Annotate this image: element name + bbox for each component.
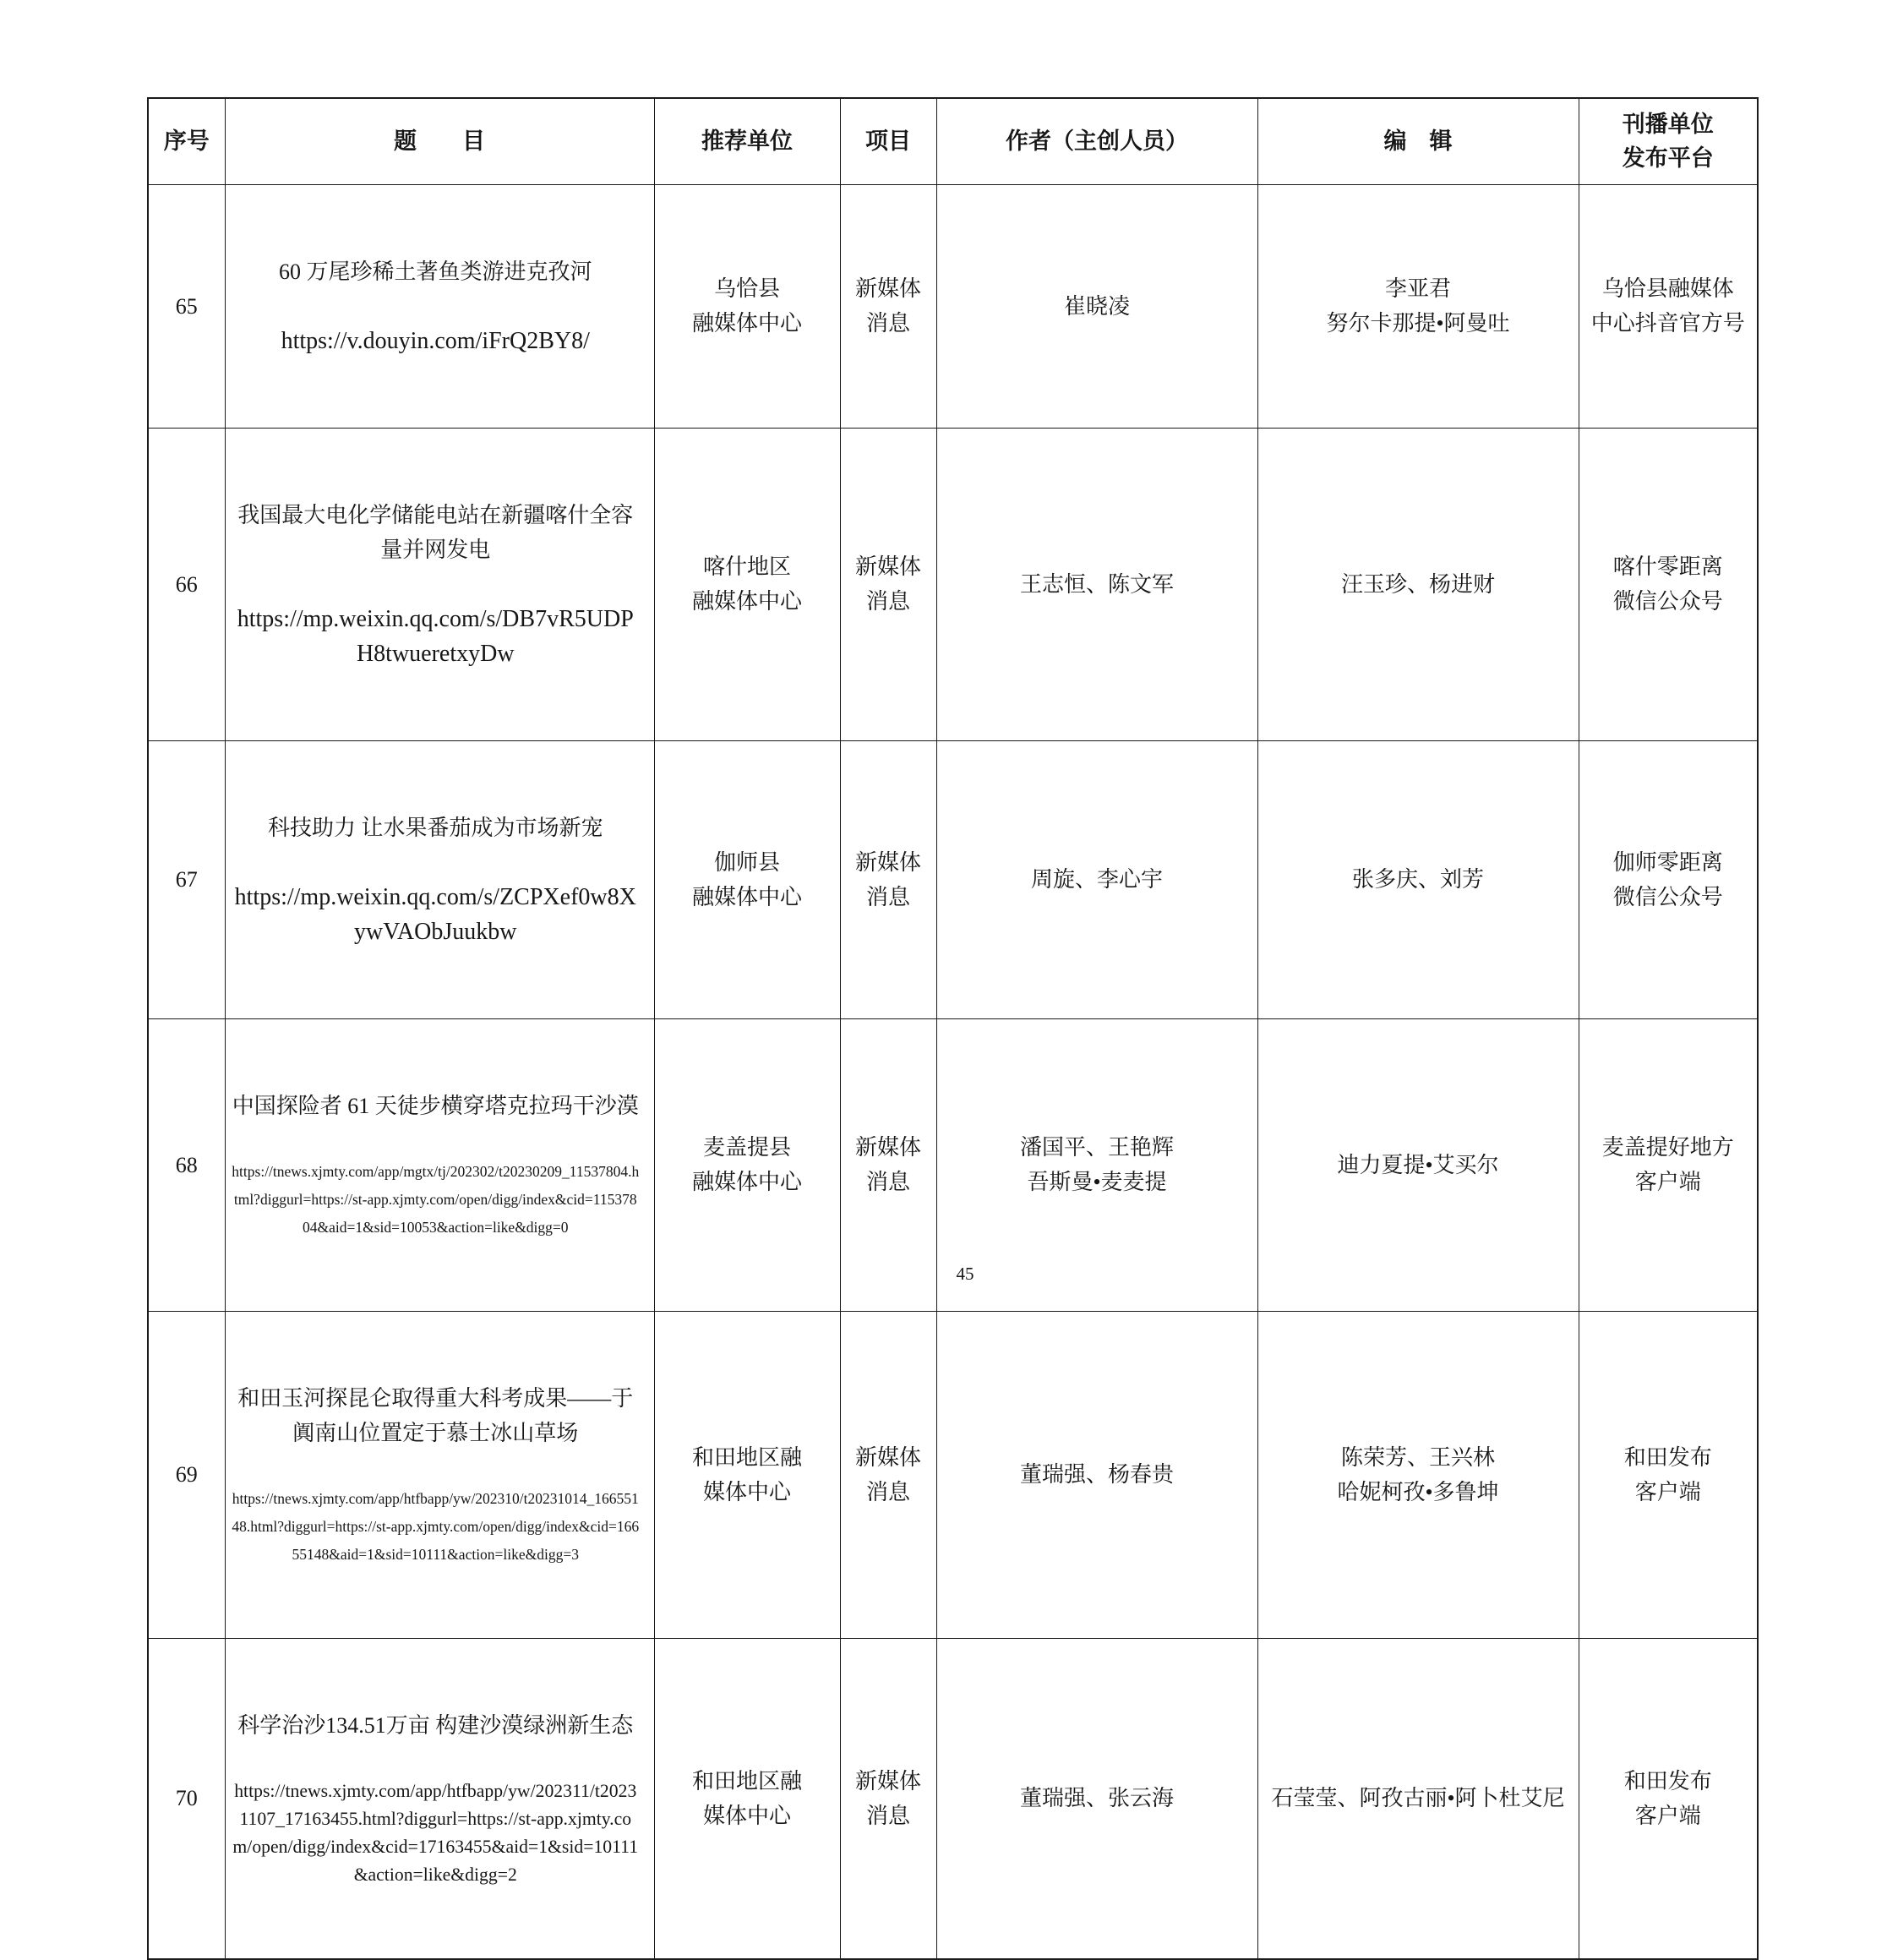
entry-title: 和田玉河探昆仑取得重大科考成果——于阗南山位置定于慕士冰山草场 xyxy=(237,1385,634,1445)
header-category: 项目 xyxy=(840,98,936,184)
entry-category: 新媒体 消息 xyxy=(840,1018,936,1311)
entry-category: 新媒体 消息 xyxy=(840,184,936,428)
entry-recommending-unit: 喀什地区 融媒体中心 xyxy=(654,428,840,740)
entry-recommending-unit: 伽师县 融媒体中心 xyxy=(654,740,840,1018)
entry-platform: 麦盖提好地方 客户端 xyxy=(1579,1018,1758,1311)
entry-title-block xyxy=(231,220,641,393)
entry-title-cell xyxy=(225,428,654,740)
entry-platform: 和田发布 客户端 xyxy=(1579,1311,1758,1638)
header-number: 序号 xyxy=(148,98,225,184)
entry-url: https://tnews.xjmty.com/app/mgtx/tj/202302/t20230209_11537804.html?diggurl=https://st-app.xjmty.com/open/digg/index&cid=11537804&aid=1&sid=10053&action=like&digg=0 xyxy=(232,1162,640,1236)
entry-category: 新媒体 消息 xyxy=(840,740,936,1018)
entry-editor: 石莹莹、阿孜古丽•阿卜杜艾尼 xyxy=(1257,1638,1579,1959)
entry-url: https://v.douyin.com/iFrQ2BY8/ xyxy=(281,327,590,354)
entry-url: https://mp.weixin.qq.com/s/DB7vR5UDPH8twueretxyDw xyxy=(237,605,634,667)
table-row xyxy=(148,740,1758,1018)
entry-category: 新媒体 消息 xyxy=(840,1311,936,1638)
entry-editor: 陈荣芳、王兴林 哈妮柯孜•多鲁坤 xyxy=(1257,1311,1579,1638)
entry-number: 67 xyxy=(148,740,225,1018)
header-platform: 刊播单位 发布平台 xyxy=(1579,98,1758,184)
entry-number: 65 xyxy=(148,184,225,428)
entry-author: 周旋、李心宇 xyxy=(936,740,1257,1018)
entry-platform: 伽师零距离 微信公众号 xyxy=(1579,740,1758,1018)
entry-url: https://tnews.xjmty.com/app/htfbapp/yw/202311/t20231107_17163455.html?diggurl=https://st-app.xjmty.com/open/digg/index&cid=17163455&aid=1&sid=10111&action=like&digg=2 xyxy=(232,1780,639,1885)
entry-title-cell xyxy=(225,740,654,1018)
entry-number: 66 xyxy=(148,428,225,740)
table-row xyxy=(148,1638,1758,1959)
entry-author: 潘国平、王艳辉 吾斯曼•麦麦提 xyxy=(936,1018,1257,1311)
table-row xyxy=(148,428,1758,740)
entry-title-cell xyxy=(225,1638,654,1959)
table-row xyxy=(148,184,1758,428)
entry-recommending-unit: 乌恰县 融媒体中心 xyxy=(654,184,840,428)
entry-title: 我国最大电化学储能电站在新疆喀什全容量并网发电 xyxy=(237,502,634,562)
entry-editor: 汪玉珍、杨进财 xyxy=(1257,428,1579,740)
entry-title: 60 万尾珍稀土著鱼类游进克孜河 xyxy=(278,259,592,284)
entry-title-cell xyxy=(225,1018,654,1311)
entry-recommending-unit: 麦盖提县 融媒体中心 xyxy=(654,1018,840,1311)
entry-title-block xyxy=(231,776,641,984)
entry-url: https://tnews.xjmty.com/app/htfbapp/yw/202310/t20231014_16655148.html?diggurl=https://st-app.xjmty.com/open/digg/index&cid=16655148&aid=1&sid=10111&action=like&digg=3 xyxy=(232,1489,640,1563)
entry-title-cell xyxy=(225,184,654,428)
entry-author: 王志恒、陈文军 xyxy=(936,428,1257,740)
entry-title-block xyxy=(231,1054,641,1276)
header-row xyxy=(148,98,1758,184)
entry-number: 68 xyxy=(148,1018,225,1311)
entry-author: 董瑞强、张云海 xyxy=(936,1638,1257,1959)
entry-url: https://mp.weixin.qq.com/s/ZCPXef0w8XywVAObJuukbw xyxy=(234,883,636,945)
entry-category: 新媒体 消息 xyxy=(840,1638,936,1959)
entry-platform: 和田发布 客户端 xyxy=(1579,1638,1758,1959)
entry-editor: 迪力夏提•艾买尔 xyxy=(1257,1018,1579,1311)
entry-recommending-unit: 和田地区融 媒体中心 xyxy=(654,1638,840,1959)
entry-title: 科技助力 让水果番茄成为市场新宠 xyxy=(267,815,603,840)
entry-title: 中国探险者 61 天徒步横穿塔克拉玛干沙漠 xyxy=(232,1093,639,1118)
entry-platform: 乌恰县融媒体 中心抖音官方号 xyxy=(1579,184,1758,428)
page-number: 45 xyxy=(956,1264,974,1284)
entries-table xyxy=(147,97,1759,1960)
header-editor: 编 辑 xyxy=(1257,98,1579,184)
entry-editor: 张多庆、刘芳 xyxy=(1257,740,1579,1018)
entry-title: 科学治沙134.51万亩 构建沙漠绿洲新生态 xyxy=(237,1712,634,1738)
entry-recommending-unit: 和田地区融 媒体中心 xyxy=(654,1311,840,1638)
entry-editor: 李亚君 努尔卡那提•阿曼吐 xyxy=(1257,184,1579,428)
entry-title-block xyxy=(231,1673,641,1924)
entry-author: 崔晓凌 xyxy=(936,184,1257,428)
table-row xyxy=(148,1311,1758,1638)
header-title: 题 目 xyxy=(225,98,654,184)
entry-author: 董瑞强、杨春贵 xyxy=(936,1311,1257,1638)
entry-platform: 喀什零距离 微信公众号 xyxy=(1579,428,1758,740)
entry-title-block xyxy=(231,1346,641,1603)
entry-category: 新媒体 消息 xyxy=(840,428,936,740)
entry-title-block xyxy=(231,463,641,706)
header-author: 作者（主创人员） xyxy=(936,98,1257,184)
entry-number: 69 xyxy=(148,1311,225,1638)
entry-title-cell xyxy=(225,1311,654,1638)
entry-number: 70 xyxy=(148,1638,225,1959)
header-recommending-unit: 推荐单位 xyxy=(654,98,840,184)
